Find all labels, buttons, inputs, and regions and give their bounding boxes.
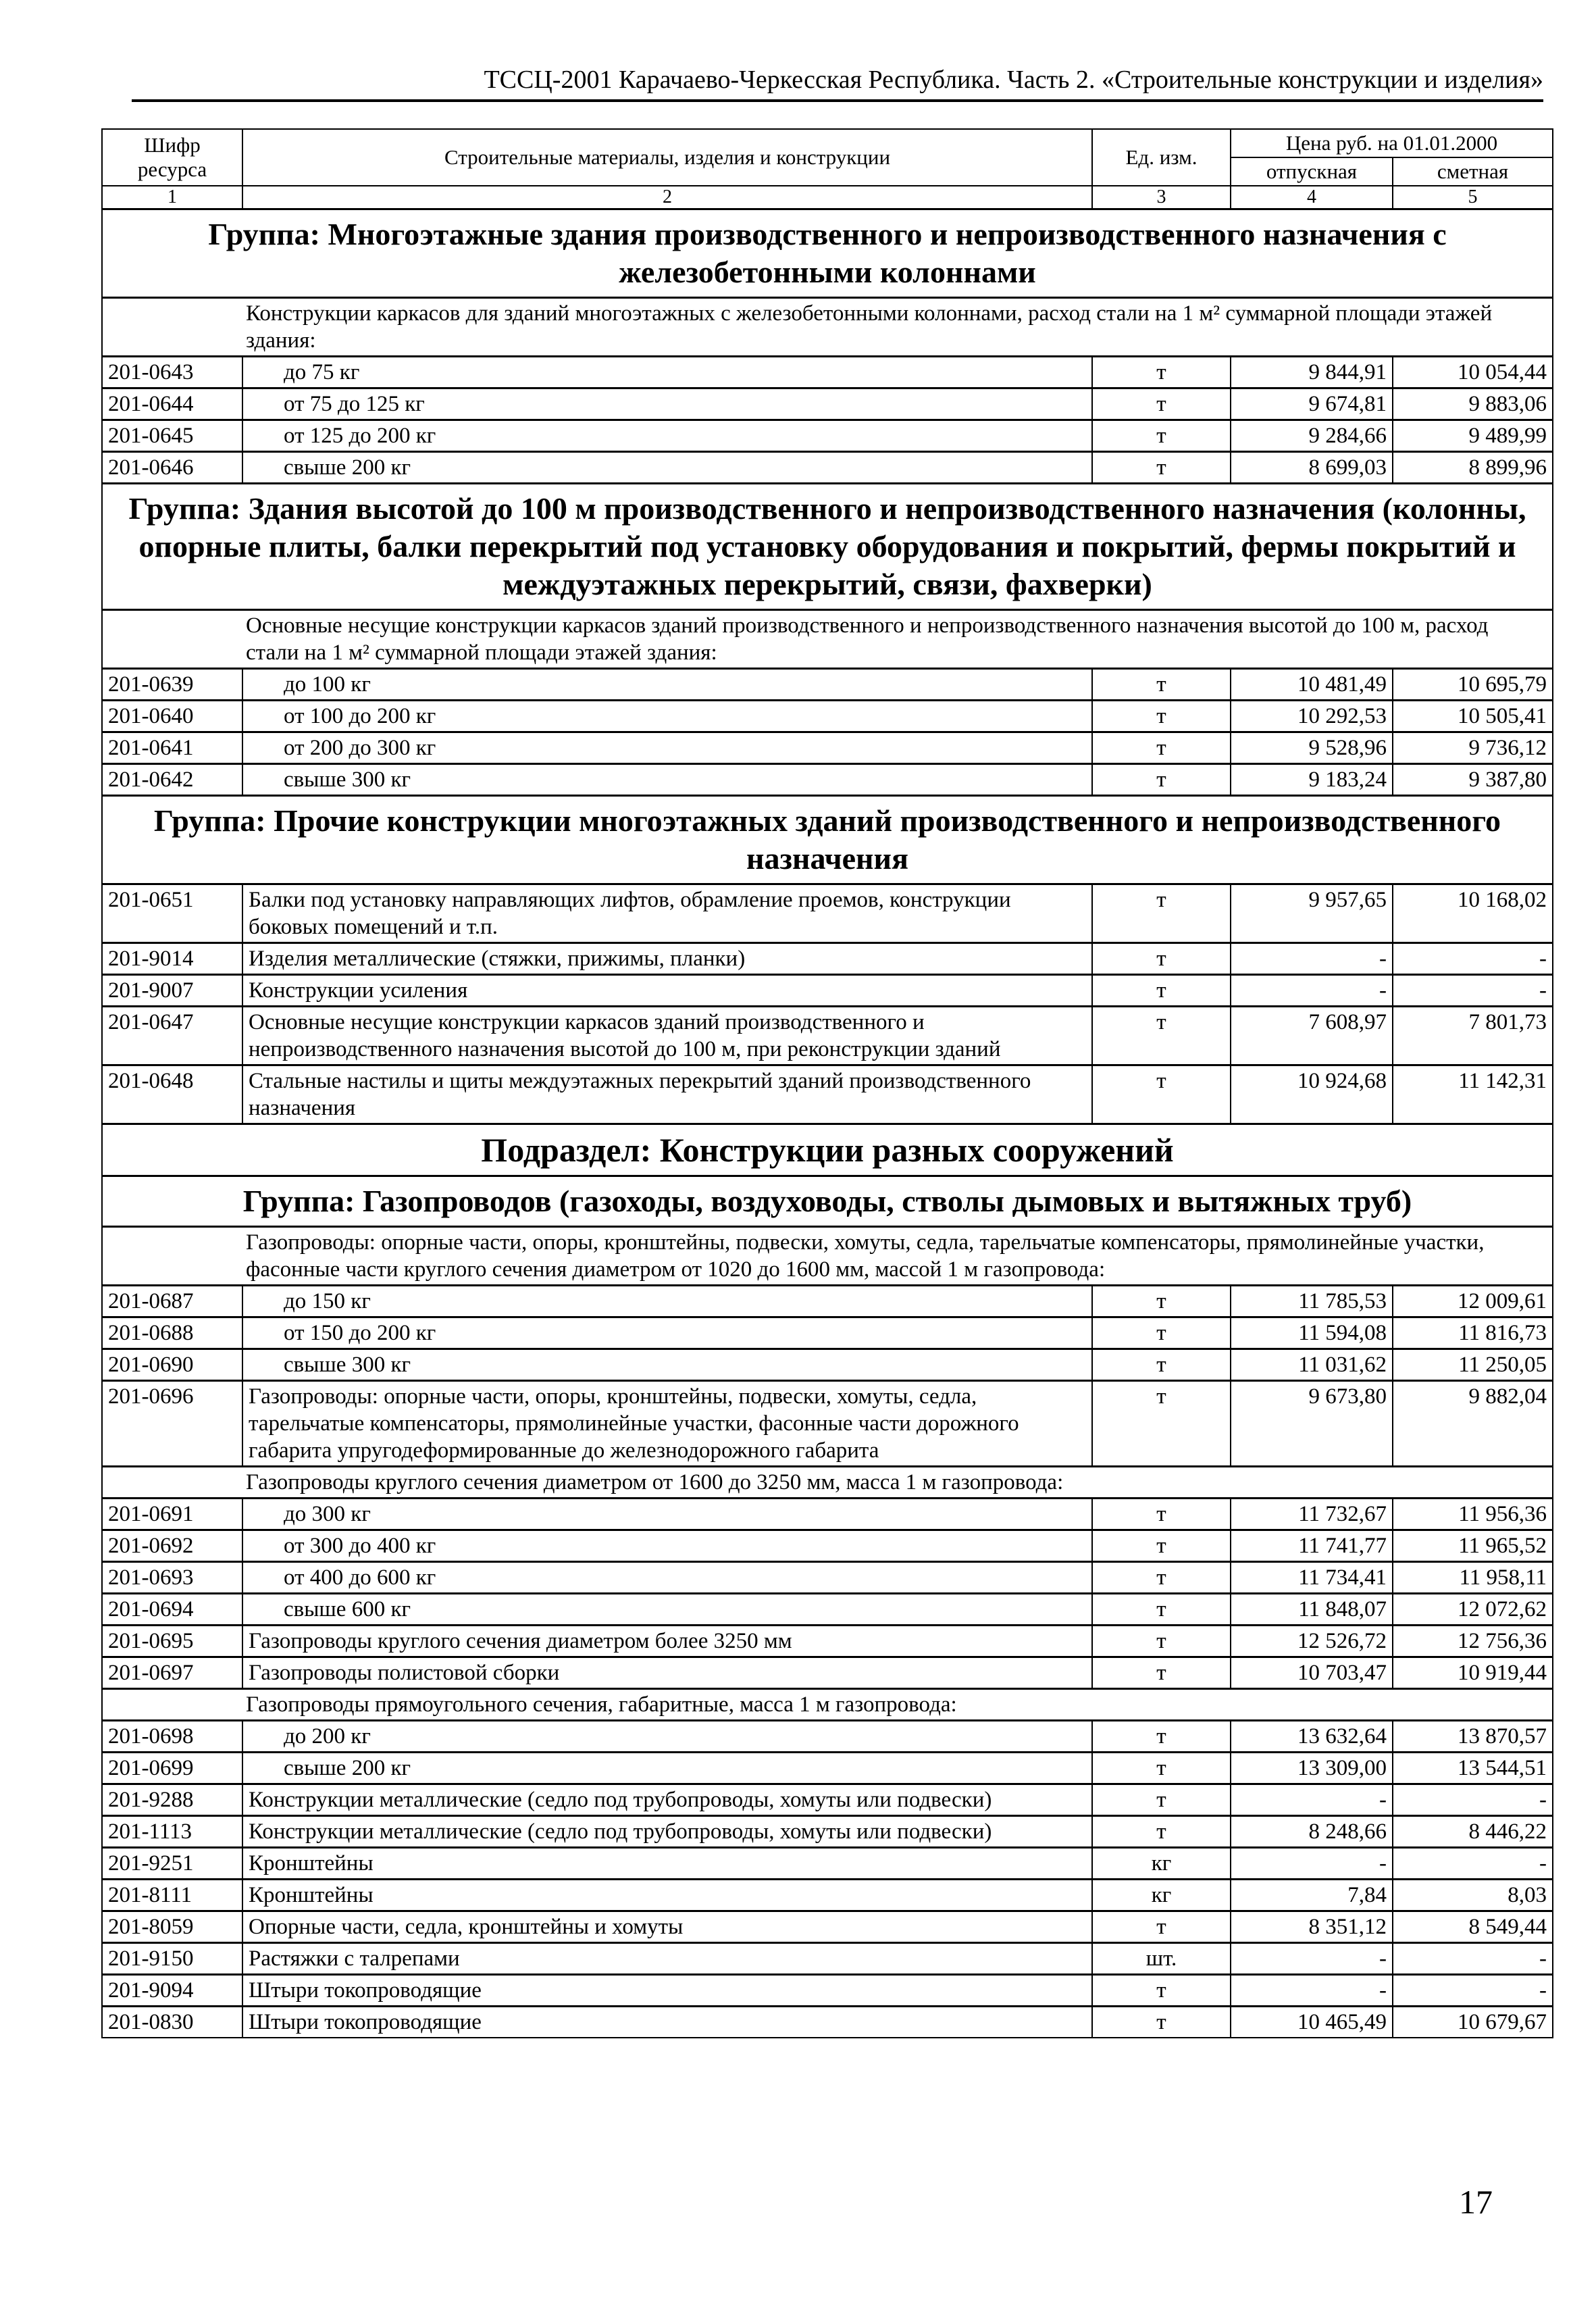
- estimate-price: 10 679,67: [1393, 2007, 1553, 2038]
- material-description: от 75 до 125 кг: [242, 388, 1092, 420]
- unit-of-measure: т: [1092, 764, 1231, 796]
- resource-code: 201-0688: [102, 1317, 242, 1349]
- resource-code: 201-0646: [102, 452, 242, 484]
- unit-of-measure: т: [1092, 1721, 1231, 1753]
- wholesale-price: 9 674,81: [1231, 388, 1393, 420]
- table-row: [102, 1626, 1553, 1657]
- group-note-row: [102, 610, 1553, 669]
- unit-of-measure: т: [1092, 1317, 1231, 1349]
- table-row: [102, 975, 1553, 1007]
- wholesale-price: 10 924,68: [1231, 1065, 1393, 1124]
- material-description: от 300 до 400 кг: [242, 1530, 1092, 1562]
- material-description: свыше 300 кг: [242, 1349, 1092, 1381]
- resource-code: 201-0698: [102, 1721, 242, 1753]
- material-description: от 150 до 200 кг: [242, 1317, 1092, 1349]
- group-heading: Группа: Многоэтажные здания производственного и непроизводственного назначения с железобетонными колоннами: [102, 209, 1553, 298]
- estimate-price: -: [1393, 1848, 1553, 1880]
- wholesale-price: 8 699,03: [1231, 452, 1393, 484]
- unit-of-measure: т: [1092, 701, 1231, 732]
- estimate-price: 9 883,06: [1393, 388, 1553, 420]
- wholesale-price: 12 526,72: [1231, 1626, 1393, 1657]
- group-heading-row: [102, 796, 1553, 884]
- wholesale-price: 9 528,96: [1231, 732, 1393, 764]
- wholesale-price: 9 957,65: [1231, 884, 1393, 943]
- material-description: Газопроводы круглого сечения диаметром более 3250 мм: [242, 1626, 1092, 1657]
- material-description: Растяжки с талрепами: [242, 1943, 1092, 1975]
- wholesale-price: 10 703,47: [1231, 1657, 1393, 1689]
- unit-of-measure: т: [1092, 452, 1231, 484]
- group-note: Газопроводы прямоугольного сечения, габаритные, масса 1 м газопровода:: [102, 1689, 1553, 1721]
- unit-of-measure: т: [1092, 1753, 1231, 1784]
- unit-of-measure: т: [1092, 1816, 1231, 1848]
- unit-of-measure: т: [1092, 943, 1231, 975]
- material-description: Балки под установку направляющих лифтов, обрамление проемов, конструкции боковых помещений и т.п.: [242, 884, 1092, 943]
- wholesale-price: 8 351,12: [1231, 1911, 1393, 1943]
- estimate-price: 11 958,11: [1393, 1562, 1553, 1594]
- wholesale-price: 9 183,24: [1231, 764, 1393, 796]
- header-unit: Ед. изм.: [1092, 129, 1231, 186]
- estimate-price: 12 009,61: [1393, 1286, 1553, 1317]
- estimate-price: 12 756,36: [1393, 1626, 1553, 1657]
- material-description: Основные несущие конструкции каркасов зданий производственного и непроизводственного назначения высотой до 100 м, при реконструкции зданий: [242, 1007, 1092, 1065]
- resource-code: 201-0690: [102, 1349, 242, 1381]
- resource-code: 201-0692: [102, 1530, 242, 1562]
- estimate-price: 11 816,73: [1393, 1317, 1553, 1349]
- estimate-price: 12 072,62: [1393, 1594, 1553, 1626]
- estimate-price: -: [1393, 1784, 1553, 1816]
- unit-of-measure: т: [1092, 1499, 1231, 1530]
- estimate-price: 9 489,99: [1393, 420, 1553, 452]
- unit-of-measure: т: [1092, 732, 1231, 764]
- group-note: Газопроводы круглого сечения диаметром от 1600 до 3250 мм, масса 1 м газопровода:: [102, 1467, 1553, 1499]
- group-note-row: [102, 1227, 1553, 1286]
- material-description: Изделия металлические (стяжки, прижимы, планки): [242, 943, 1092, 975]
- resource-code: 201-9288: [102, 1784, 242, 1816]
- unit-of-measure: т: [1092, 1530, 1231, 1562]
- group-note-row: [102, 1467, 1553, 1499]
- column-number: 4: [1231, 186, 1393, 209]
- resource-code: 201-1113: [102, 1816, 242, 1848]
- material-description: Газопроводы полистовой сборки: [242, 1657, 1092, 1689]
- material-description: Конструкции металлические (седло под трубопроводы, хомуты или подвески): [242, 1816, 1092, 1848]
- resource-code: 201-0643: [102, 357, 242, 388]
- unit-of-measure: т: [1092, 1784, 1231, 1816]
- table-row: [102, 1594, 1553, 1626]
- unit-of-measure: т: [1092, 1286, 1231, 1317]
- resource-code: 201-0693: [102, 1562, 242, 1594]
- wholesale-price: 9 844,91: [1231, 357, 1393, 388]
- table-row: [102, 1784, 1553, 1816]
- table-row: [102, 732, 1553, 764]
- unit-of-measure: т: [1092, 1065, 1231, 1124]
- material-description: до 300 кг: [242, 1499, 1092, 1530]
- estimate-price: 7 801,73: [1393, 1007, 1553, 1065]
- unit-of-measure: т: [1092, 1657, 1231, 1689]
- resource-code: 201-9014: [102, 943, 242, 975]
- material-description: Кронштейны: [242, 1848, 1092, 1880]
- unit-of-measure: шт.: [1092, 1943, 1231, 1975]
- wholesale-price: -: [1231, 943, 1393, 975]
- resource-code: 201-9007: [102, 975, 242, 1007]
- table-row: [102, 452, 1553, 484]
- resource-code: 201-0695: [102, 1626, 242, 1657]
- column-number: 5: [1393, 186, 1553, 209]
- group-note: Конструкции каркасов для зданий многоэтажных с железобетонными колоннами, расход стали на 1 м² суммарной площади этажей здания:: [102, 298, 1553, 357]
- table-row: [102, 1065, 1553, 1124]
- table-row: [102, 357, 1553, 388]
- table-body: [102, 209, 1553, 2038]
- group-heading: Группа: Здания высотой до 100 м производственного и непроизводственного назначения (колонны, опорные плиты, балки перекрытий под установку оборудования и покрытий, фермы покрытий и междуэтажных перекрытий, связи, фахверки): [102, 484, 1553, 610]
- column-number: 2: [242, 186, 1092, 209]
- material-description: Штыри токопроводящие: [242, 2007, 1092, 2038]
- group-heading: Группа: Прочие конструкции многоэтажных зданий производственного и непроизводственного назначения: [102, 796, 1553, 884]
- wholesale-price: -: [1231, 1943, 1393, 1975]
- group-note: Газопроводы: опорные части, опоры, кронштейны, подвески, хомуты, седла, тарельчатые компенсаторы, прямолинейные участки, фасонные части круглого сечения диаметром от 1020 до 1600 мм, массой 1 м газопровода:: [102, 1227, 1553, 1286]
- wholesale-price: 7 608,97: [1231, 1007, 1393, 1065]
- group-note-row: [102, 298, 1553, 357]
- table-row: [102, 1975, 1553, 2007]
- wholesale-price: 11 785,53: [1231, 1286, 1393, 1317]
- resource-code: 201-0639: [102, 669, 242, 701]
- resource-code: 201-0691: [102, 1499, 242, 1530]
- resource-code: 201-0651: [102, 884, 242, 943]
- header-code: Шифр ресурса: [102, 129, 242, 186]
- group-heading-row: [102, 484, 1553, 610]
- material-description: Стальные настилы и щиты междуэтажных перекрытий зданий производственного назначения: [242, 1065, 1092, 1124]
- material-description: свыше 300 кг: [242, 764, 1092, 796]
- table-row: [102, 1381, 1553, 1467]
- page-number: 17: [1459, 2183, 1493, 2221]
- material-description: Конструкции усиления: [242, 975, 1092, 1007]
- resource-code: 201-8059: [102, 1911, 242, 1943]
- wholesale-price: 8 248,66: [1231, 1816, 1393, 1848]
- wholesale-price: 11 734,41: [1231, 1562, 1393, 1594]
- unit-of-measure: т: [1092, 1562, 1231, 1594]
- resource-code: 201-0696: [102, 1381, 242, 1467]
- wholesale-price: 10 481,49: [1231, 669, 1393, 701]
- resource-code: 201-0687: [102, 1286, 242, 1317]
- unit-of-measure: кг: [1092, 1848, 1231, 1880]
- column-numbers-row: [102, 186, 1553, 209]
- group-heading: Группа: Газопроводов (газоходы, воздуховоды, стволы дымовых и вытяжных труб): [102, 1176, 1553, 1227]
- resource-code: 201-0641: [102, 732, 242, 764]
- wholesale-price: 11 594,08: [1231, 1317, 1393, 1349]
- material-description: Конструкции металлические (седло под трубопроводы, хомуты или подвески): [242, 1784, 1092, 1816]
- material-description: от 100 до 200 кг: [242, 701, 1092, 732]
- header-price-group: Цена руб. на 01.01.2000: [1231, 129, 1553, 157]
- subsection-heading: Подраздел: Конструкции разных сооружений: [102, 1124, 1553, 1176]
- estimate-price: 8 446,22: [1393, 1816, 1553, 1848]
- table-row: [102, 1880, 1553, 1911]
- resource-code: 201-0830: [102, 2007, 242, 2038]
- table-row: [102, 2007, 1553, 2038]
- running-header: ТССЦ-2001 Карачаево-Черкесская Республика. Часть 2. «Строительные конструкции и изделия»: [132, 64, 1543, 102]
- table-row: [102, 1349, 1553, 1381]
- table-row: [102, 764, 1553, 796]
- column-number: 3: [1092, 186, 1231, 209]
- table-row: [102, 1530, 1553, 1562]
- header-wholesale: отпускная: [1231, 157, 1393, 186]
- table-row: [102, 1317, 1553, 1349]
- unit-of-measure: т: [1092, 357, 1231, 388]
- table-row: [102, 1721, 1553, 1753]
- wholesale-price: 11 848,07: [1231, 1594, 1393, 1626]
- table-row: [102, 1848, 1553, 1880]
- group-note-row: [102, 1689, 1553, 1721]
- material-description: до 75 кг: [242, 357, 1092, 388]
- unit-of-measure: т: [1092, 1381, 1231, 1467]
- estimate-price: 9 882,04: [1393, 1381, 1553, 1467]
- estimate-price: 13 544,51: [1393, 1753, 1553, 1784]
- resource-code: 201-9150: [102, 1943, 242, 1975]
- resource-code: 201-0645: [102, 420, 242, 452]
- unit-of-measure: т: [1092, 1626, 1231, 1657]
- estimate-price: 13 870,57: [1393, 1721, 1553, 1753]
- estimate-price: -: [1393, 943, 1553, 975]
- table-row: [102, 1007, 1553, 1065]
- material-description: от 200 до 300 кг: [242, 732, 1092, 764]
- table-row: [102, 943, 1553, 975]
- table-row: [102, 701, 1553, 732]
- resource-code: 201-0648: [102, 1065, 242, 1124]
- group-heading-row: [102, 1176, 1553, 1227]
- wholesale-price: 7,84: [1231, 1880, 1393, 1911]
- wholesale-price: 10 465,49: [1231, 2007, 1393, 2038]
- unit-of-measure: т: [1092, 1975, 1231, 2007]
- estimate-price: -: [1393, 975, 1553, 1007]
- estimate-price: -: [1393, 1943, 1553, 1975]
- column-number: 1: [102, 186, 242, 209]
- estimate-price: 10 919,44: [1393, 1657, 1553, 1689]
- table-row: [102, 1816, 1553, 1848]
- unit-of-measure: т: [1092, 388, 1231, 420]
- wholesale-price: 11 031,62: [1231, 1349, 1393, 1381]
- wholesale-price: 10 292,53: [1231, 701, 1393, 732]
- resource-code: 201-9094: [102, 1975, 242, 2007]
- subsection-heading-row: [102, 1124, 1553, 1176]
- unit-of-measure: т: [1092, 669, 1231, 701]
- resource-code: 201-0642: [102, 764, 242, 796]
- table-row: [102, 1943, 1553, 1975]
- estimate-price: 10 168,02: [1393, 884, 1553, 943]
- estimate-price: 10 695,79: [1393, 669, 1553, 701]
- estimate-price: 10 054,44: [1393, 357, 1553, 388]
- resource-code: 201-0694: [102, 1594, 242, 1626]
- material-description: до 200 кг: [242, 1721, 1092, 1753]
- unit-of-measure: т: [1092, 1007, 1231, 1065]
- unit-of-measure: т: [1092, 884, 1231, 943]
- estimate-price: 10 505,41: [1393, 701, 1553, 732]
- table-row: [102, 1657, 1553, 1689]
- material-description: свыше 200 кг: [242, 452, 1092, 484]
- material-description: до 150 кг: [242, 1286, 1092, 1317]
- material-description: Штыри токопроводящие: [242, 1975, 1092, 2007]
- wholesale-price: 9 673,80: [1231, 1381, 1393, 1467]
- unit-of-measure: т: [1092, 1349, 1231, 1381]
- wholesale-price: -: [1231, 1784, 1393, 1816]
- unit-of-measure: т: [1092, 1911, 1231, 1943]
- estimate-price: 9 736,12: [1393, 732, 1553, 764]
- material-description: Газопроводы: опорные части, опоры, кронштейны, подвески, хомуты, седла, тарельчатые компенсаторы, прямолинейные участки, фасонные части дорожного габарита упругодеформированные до железнодорожного габарита: [242, 1381, 1092, 1467]
- material-description: свыше 600 кг: [242, 1594, 1092, 1626]
- material-description: от 125 до 200 кг: [242, 420, 1092, 452]
- estimate-price: 8 549,44: [1393, 1911, 1553, 1943]
- resource-code: 201-8111: [102, 1880, 242, 1911]
- group-heading-row: [102, 209, 1553, 298]
- wholesale-price: -: [1231, 975, 1393, 1007]
- table-row: [102, 1499, 1553, 1530]
- wholesale-price: 13 632,64: [1231, 1721, 1393, 1753]
- unit-of-measure: т: [1092, 420, 1231, 452]
- wholesale-price: -: [1231, 1975, 1393, 2007]
- estimate-price: 8,03: [1393, 1880, 1553, 1911]
- wholesale-price: 9 284,66: [1231, 420, 1393, 452]
- table-row: [102, 669, 1553, 701]
- unit-of-measure: т: [1092, 975, 1231, 1007]
- estimate-price: -: [1393, 1975, 1553, 2007]
- group-note: Основные несущие конструкции каркасов зданий производственного и непроизводственного назначения высотой до 100 м, расход стали на 1 м² суммарной площади этажей здания:: [102, 610, 1553, 669]
- table-row: [102, 1753, 1553, 1784]
- unit-of-measure: т: [1092, 2007, 1231, 2038]
- resource-code: 201-0644: [102, 388, 242, 420]
- material-description: от 400 до 600 кг: [242, 1562, 1092, 1594]
- table-row: [102, 388, 1553, 420]
- wholesale-price: 13 309,00: [1231, 1753, 1393, 1784]
- wholesale-price: 11 741,77: [1231, 1530, 1393, 1562]
- wholesale-price: 11 732,67: [1231, 1499, 1393, 1530]
- estimate-price: 11 965,52: [1393, 1530, 1553, 1562]
- resource-code: 201-9251: [102, 1848, 242, 1880]
- resource-code: 201-0640: [102, 701, 242, 732]
- estimate-price: 11 142,31: [1393, 1065, 1553, 1124]
- estimate-price: 11 250,05: [1393, 1349, 1553, 1381]
- unit-of-measure: т: [1092, 1594, 1231, 1626]
- wholesale-price: -: [1231, 1848, 1393, 1880]
- table-row: [102, 420, 1553, 452]
- header-estimate: сметная: [1393, 157, 1553, 186]
- header-materials: Строительные материалы, изделия и конструкции: [242, 129, 1092, 186]
- table-row: [102, 1911, 1553, 1943]
- estimate-price: 11 956,36: [1393, 1499, 1553, 1530]
- table-row: [102, 1286, 1553, 1317]
- material-description: Кронштейны: [242, 1880, 1092, 1911]
- resource-code: 201-0697: [102, 1657, 242, 1689]
- price-table: [101, 128, 1553, 2038]
- material-description: свыше 200 кг: [242, 1753, 1092, 1784]
- estimate-price: 9 387,80: [1393, 764, 1553, 796]
- resource-code: 201-0647: [102, 1007, 242, 1065]
- table-row: [102, 1562, 1553, 1594]
- material-description: Опорные части, седла, кронштейны и хомуты: [242, 1911, 1092, 1943]
- resource-code: 201-0699: [102, 1753, 242, 1784]
- table-row: [102, 884, 1553, 943]
- unit-of-measure: кг: [1092, 1880, 1231, 1911]
- estimate-price: 8 899,96: [1393, 452, 1553, 484]
- material-description: до 100 кг: [242, 669, 1092, 701]
